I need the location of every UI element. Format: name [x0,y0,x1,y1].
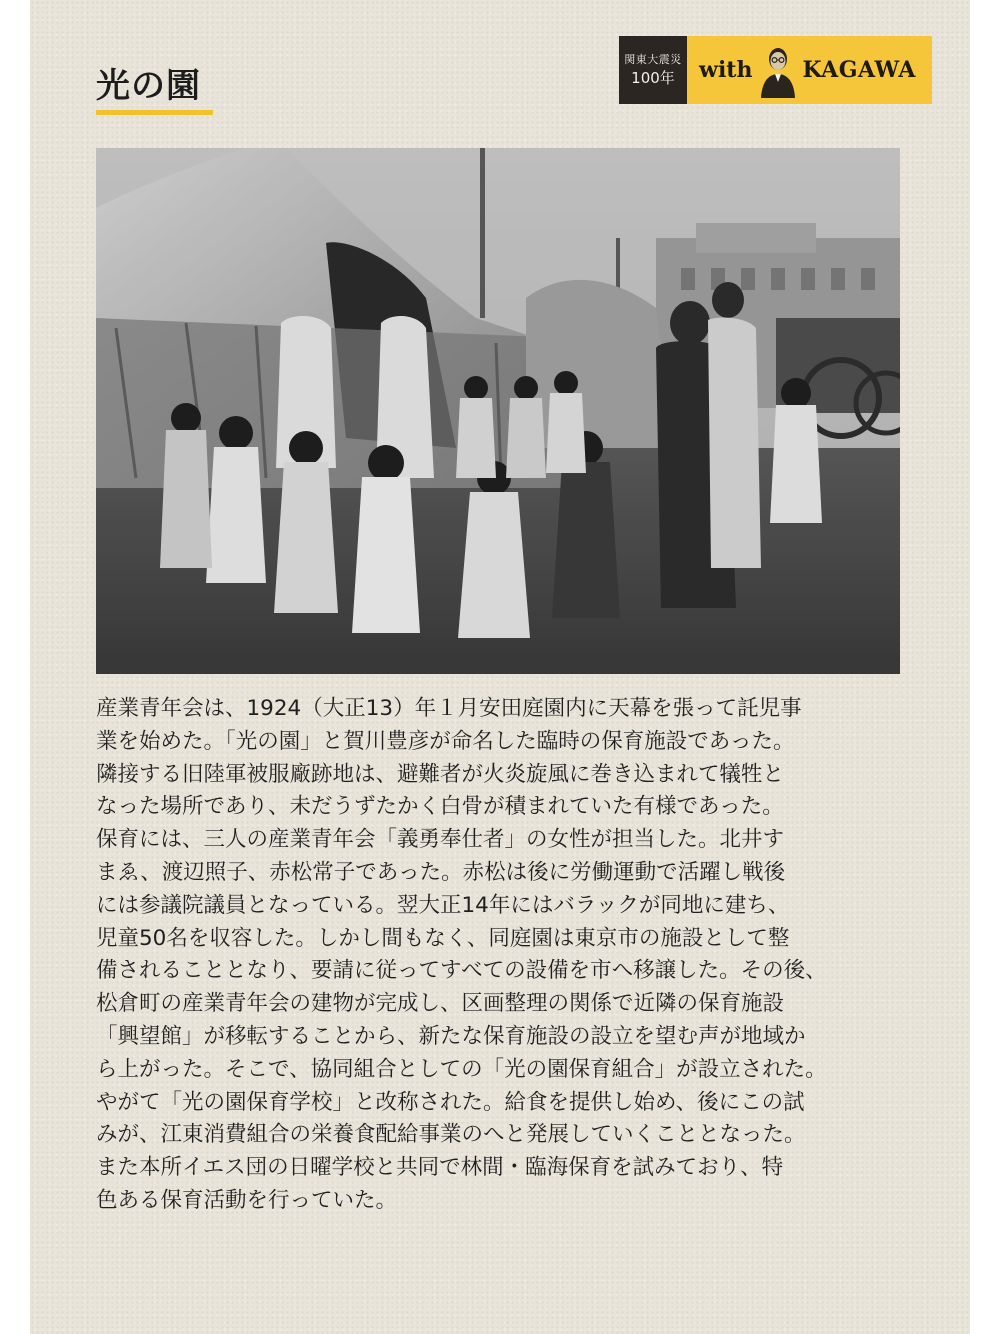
body-line: 松倉町の産業青年会の建物が完成し、区画整理の関係で近隣の保育施設 [96,991,785,1017]
body-line: また本所イエス団の日曜学校と共同で林間・臨海保育を試みており、特 [96,1155,784,1181]
body-line: 業を始めた。「光の園」と賀川豊彦が命名した臨時の保育施設であった。 [96,728,795,754]
historical-photo [96,148,900,674]
body-line: なった場所であり、未だうずたかく白骨が積まれていた有様であった。 [96,794,784,820]
body-line: には参議院議員となっている。翌大正14年にはバラックが同地に建ち、 [96,892,790,918]
body-line: 児童50名を収容した。しかし間もなく、同庭園は東京市の施設として整 [96,925,790,951]
body-line: 備されることとなり、要請に従ってすべての設備を市へ移譲した。その後、 [96,958,827,984]
anniversary-line-2: 100年 [631,69,675,87]
body-line: 隣接する旧陸軍被服廠跡地は、避難者が火炎旋風に巻き込まれて犠牲と [96,761,785,787]
page-title: 光の園 [96,66,201,106]
badge-with-text: with [699,57,753,83]
body-line: やがて「光の園保育学校」と改称された。給食を提供し始め、後にこの試 [96,1089,805,1115]
portrait-icon [758,42,798,98]
article-body [96,693,928,1218]
with-kagawa-label [687,36,932,104]
badge-name-text: KAGAWA [802,57,916,83]
with-kagawa-badge [619,36,932,104]
body-line: 色ある保育活動を行っていた。 [96,1187,398,1213]
body-line: 保育には、三人の産業青年会「義勇奉仕者」の女性が担当した。北井す [96,827,785,853]
body-line: みが、江東消費組合の栄養食配給事業のへと発展していくこととなった。 [96,1122,806,1148]
body-line: ら上がった。そこで、協同組合としての「光の園保育組合」が設立された。 [96,1056,827,1082]
body-line: 産業青年会は、1924（大正13）年１月安田庭園内に天幕を張って託児事 [96,696,802,721]
title-underline [96,110,213,115]
anniversary-line-1: 関東大震災 [624,53,682,66]
body-line: まゑ、渡辺照子、赤松常子であった。赤松は後に労働運動で活躍し戦後 [96,859,786,885]
article-page [30,0,970,1334]
body-line: 「興望館」が移転することから、新たな保育施設の設立を望む声が地域か [96,1023,806,1049]
anniversary-label [619,36,687,104]
